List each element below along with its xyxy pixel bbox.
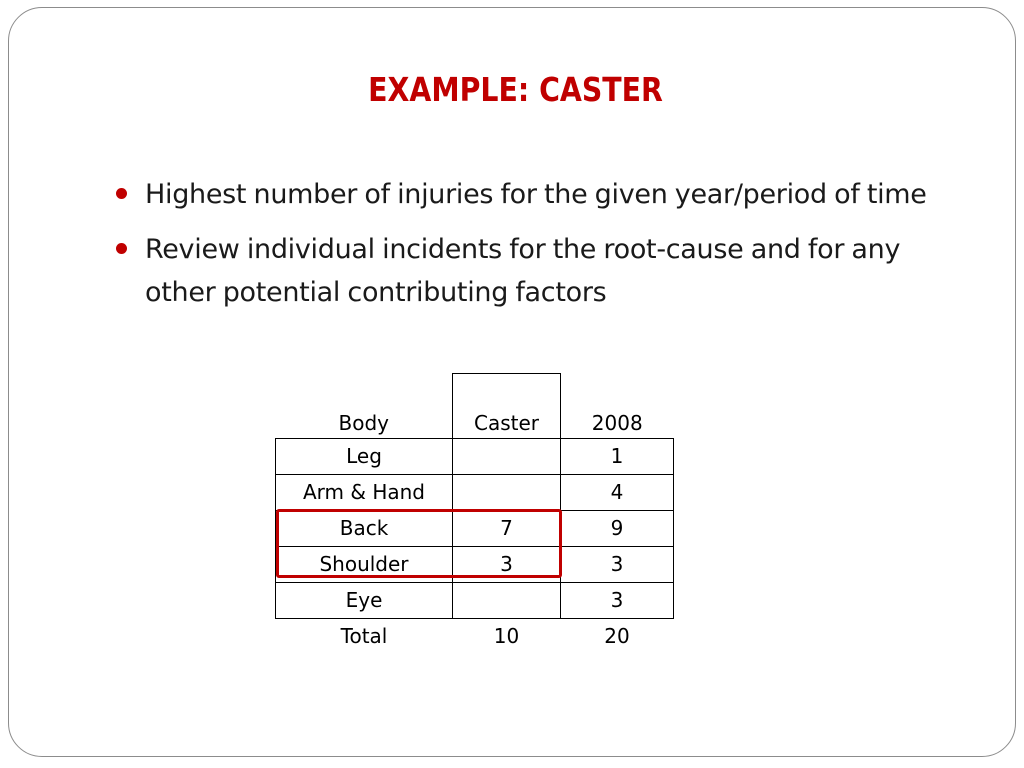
total-label: Total [340, 624, 388, 648]
total-caster: 10 [493, 624, 520, 648]
total-year: 20 [604, 624, 630, 648]
cell-year: 9 [561, 511, 674, 547]
cell-body: Arm & Hand [276, 475, 453, 511]
cell-body: Leg [276, 439, 453, 475]
cell-body: Back [276, 511, 453, 547]
table-row [276, 475, 674, 511]
table-row [276, 583, 674, 619]
table-total-row [276, 619, 674, 655]
cell-year: 3 [561, 583, 674, 619]
cell-body: Eye [276, 583, 453, 619]
cell-body: Shoulder [276, 547, 453, 583]
cell-year: 3 [561, 547, 674, 583]
cell-caster: 3 [453, 547, 561, 583]
cell-caster: 7 [453, 511, 561, 547]
bullet-item [112, 228, 962, 314]
bullet-text: Review individual incidents for the root-cause and for any other potential contributing factors [145, 234, 901, 308]
header-body: Body [276, 374, 453, 439]
bullet-list [112, 173, 962, 326]
cell-caster [453, 583, 561, 619]
table-row [276, 439, 674, 475]
cell-caster [453, 475, 561, 511]
cell-caster [453, 439, 561, 475]
bullet-dot-icon [116, 243, 127, 254]
bullet-item [112, 173, 962, 216]
slide-title: EXAMPLE: CASTER [368, 70, 663, 109]
cell-year: 4 [561, 475, 674, 511]
highlight-box [276, 509, 562, 578]
header-year: 2008 [561, 374, 674, 439]
bullet-dot-icon [116, 188, 127, 199]
cell-year: 1 [561, 439, 674, 475]
table-header-row [276, 374, 674, 439]
bullet-text: Highest number of injuries for the given year/period of time [145, 179, 927, 210]
header-caster: Caster [453, 374, 561, 439]
